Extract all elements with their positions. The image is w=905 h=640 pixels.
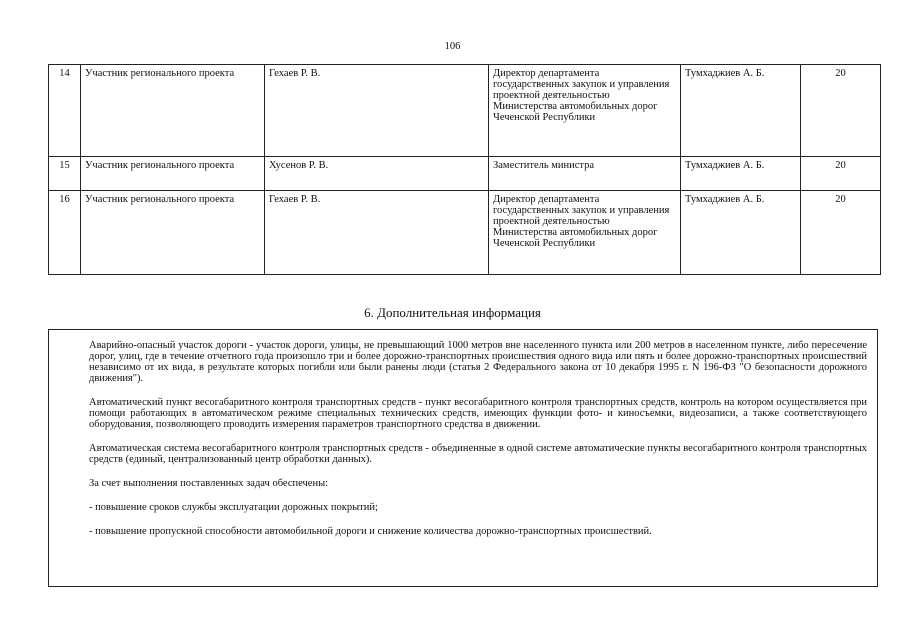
supervisor-cell: Тумхаджиев А. Б. bbox=[681, 191, 801, 275]
person-cell: Гехаев Р. В. bbox=[265, 191, 489, 275]
hours-cell: 20 bbox=[801, 157, 881, 191]
role-cell: Участник регионального проекта bbox=[81, 191, 265, 275]
table-row bbox=[49, 157, 881, 191]
info-paragraph: Автоматическая система весогабаритного контроля транспортных средств - объединенные в одной системе автоматические пункты весогабаритного контроля транспортных средств (единый, централизованный центр обработки данных). bbox=[89, 443, 867, 465]
position-cell: Директор департамента государственных закупок и управления проектной деятельностью Министерства автомобильных дорог Чеченской Республики bbox=[489, 191, 681, 275]
table-row bbox=[49, 191, 881, 275]
supervisor-cell: Тумхаджиев А. Б. bbox=[681, 65, 801, 157]
role-cell: Участник регионального проекта bbox=[81, 157, 265, 191]
section-title: 6. Дополнительная информация bbox=[364, 305, 541, 320]
additional-info-box bbox=[48, 329, 878, 587]
row-number: 14 bbox=[49, 65, 81, 157]
supervisor-cell: Тумхаджиев А. Б. bbox=[681, 157, 801, 191]
info-paragraph: - повышение пропускной способности автомобильной дороги и снижение количества дорожно-транспортных происшествий. bbox=[89, 526, 652, 537]
participants-table bbox=[48, 64, 881, 275]
table-row bbox=[49, 65, 881, 157]
page-number: 106 bbox=[444, 41, 461, 52]
person-cell: Гехаев Р. В. bbox=[265, 65, 489, 157]
role-cell: Участник регионального проекта bbox=[81, 65, 265, 157]
info-paragraph: Автоматический пункт весогабаритного контроля транспортных средств - пункт весогабаритного контроля транспортных средств, контроль на котором осуществляется при помощи работающих в автоматическом режиме специальных технических средств, имеющих функции фото- и киносъемки, видеозаписи, а также соответствующего оборудования, позволяющего проводить измерения параметров транспортного средства в движении. bbox=[89, 397, 867, 430]
info-paragraph: Аварийно-опасный участок дороги - участок дороги, улицы, не превышающий 1000 метров вне населенного пункта или 200 метров в населенном пункте, либо пересечение дорог, улиц, где в течение отчетного года произошло три и более дорожно-транспортных происшествия одного вида или пять и более дорожно-транспортных происшествий независимо от их вида, в результате которых погибли или были ранены люди (статья 2 Федерального закона от 10 декабря 1995 г. N 196-ФЗ "О безопасности дорожного движения"). bbox=[89, 340, 867, 384]
person-cell: Хусенов Р. В. bbox=[265, 157, 489, 191]
row-number: 16 bbox=[49, 191, 81, 275]
position-cell: Директор департамента государственных закупок и управления проектной деятельностью Министерства автомобильных дорог Чеченской Республики bbox=[489, 65, 681, 157]
row-number: 15 bbox=[49, 157, 81, 191]
info-paragraph: - повышение сроков службы эксплуатации дорожных покрытий; bbox=[89, 502, 378, 513]
hours-cell: 20 bbox=[801, 191, 881, 275]
hours-cell: 20 bbox=[801, 65, 881, 157]
position-cell: Заместитель министра bbox=[489, 157, 681, 191]
info-paragraph: За счет выполнения поставленных задач обеспечены: bbox=[89, 478, 329, 489]
